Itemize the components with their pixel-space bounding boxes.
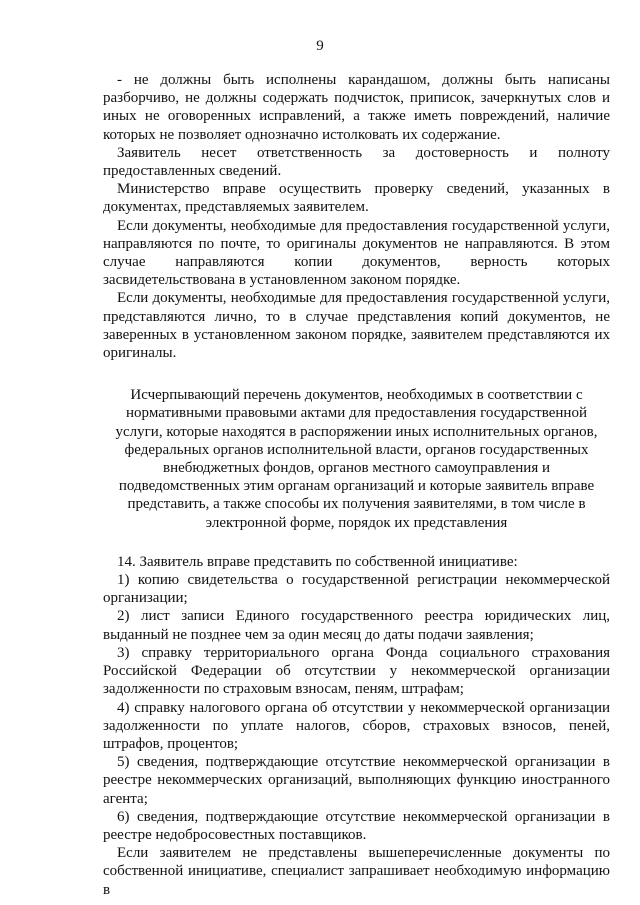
list-item-5: 5) сведения, подтверждающие отсутствие некоммерческой организации в реестре некоммерческих организаций, выполняющих функцию иностранного агента;	[103, 754, 610, 807]
paragraph-document-requirements: - не должны быть исполнены карандашом, должны быть написаны разборчиво, не должны содержать подчисток, приписок, зачеркнутых слов и иных не оговоренных исправлений, а также иметь повреждений, наличие которых не позволяет однозначно истолковать их содержание.	[103, 72, 610, 143]
list-item-6: 6) сведения, подтверждающие отсутствие некоммерческой организации в реестре недобросовестных поставщиков.	[103, 808, 610, 843]
paragraph-ministry-verification: Министерство вправе осуществить проверку сведений, указанных в документах, представляемых заявителем.	[103, 181, 610, 216]
section-spacer	[103, 532, 610, 553]
paragraph-specialist-request: Если заявителем не представлены вышеперечисленные документы по собственной инициативе, специалист запрашивает необходимую информацию в	[103, 845, 610, 898]
section-heading: Исчерпывающий перечень документов, необходимых в соответствии с нормативными правовыми актами для предоставления государственной услуги, которые находятся в распоряжении иных исполнительных органов, федеральных органов исполнительной власти, органов государственных внебюджетных фондов, органов местного самоуправления и подведомственных этим органам организаций и которые заявитель вправе представить, а также способы их получения заявителями, в том числе в электронной форме, порядок их представления	[115, 387, 598, 531]
paragraph-postal-submission: Если документы, необходимые для предоставления государственной услуги, направляются по почте, то оригиналы документов не направляются. В этом случае направляются копии документов, верность которых засвидетельствована в установленном законом порядке.	[103, 217, 610, 289]
paragraph-item-14: 14. Заявитель вправе представить по собственной инициативе:	[117, 553, 518, 570]
list-item-1: 1) копию свидетельства о государственной регистрации некоммерческой организации;	[103, 572, 610, 607]
page-number: 9	[316, 38, 324, 54]
list-item-2: 2) лист записи Единого государственного реестра юридических лиц, выданный не позднее чем за один месяц до даты подачи заявления;	[103, 608, 610, 643]
document-body	[103, 71, 610, 899]
paragraph-applicant-responsibility: Заявитель несет ответственность за достоверность и полноту предоставленных сведений.	[103, 144, 610, 180]
list-item-4: 4) справку налогового органа об отсутствии у некоммерческой организации задолженности по уплате налогов, сборов, страховых взносов, пеней, штрафов, процентов;	[103, 699, 610, 752]
list-item-3: 3) справку территориального органа Фонда социального страхования Российской Федерации об отсутствии у некоммерческой организации задолженности по страховым взносам, пеням, штрафам;	[103, 644, 610, 698]
paragraph-personal-submission: Если документы, необходимые для предоставления государственной услуги, представляются лично, то в случае представления копий документов, не заверенных в установленном законом порядке, заявителем представляются их оригиналы.	[103, 290, 610, 362]
